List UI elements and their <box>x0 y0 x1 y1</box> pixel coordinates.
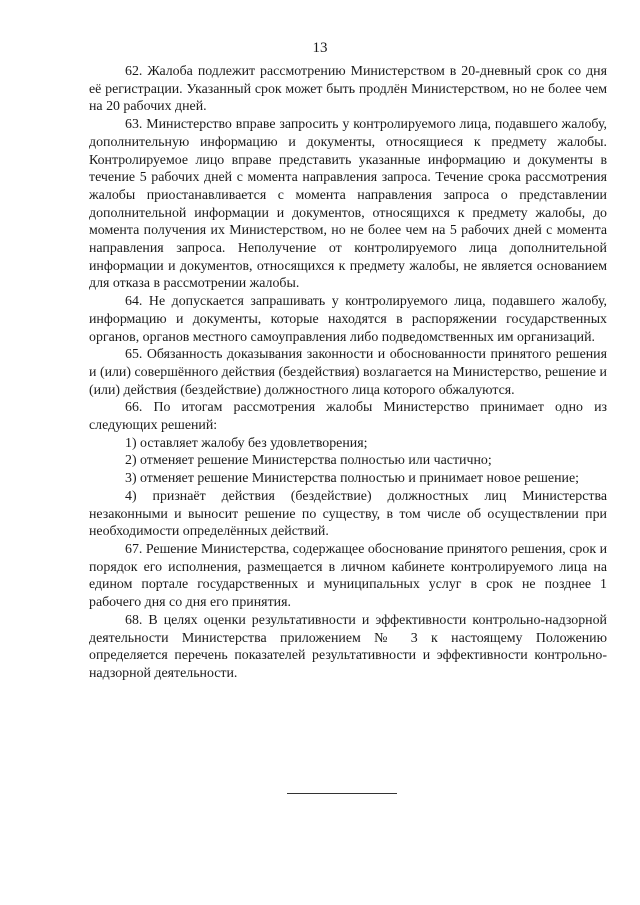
paragraph-63: 63. Министерство вправе запросить у контролируемого лица, подавшего жалобу, дополнительную информацию и документы, относящиеся к предмету жалобы. Контролируемое лицо вправе представить указанные информацию и документы в течение 5 рабочих дней с момента направления запроса. Течение срока рассмотрения жалобы приостанавливается с момента направления запроса о представлении дополнительной информации и документов, относящихся к предмету жалобы, до момента получения их Министерством, но не более чем на 5 рабочих дней с момента направления запроса. Неполучение от контролируемого лица дополнительной информации и документов, относящихся к предмету жалобы, не является основанием для отказа в рассмотрении жалобы. <box>89 117 607 292</box>
decision-item-2: 2) отменяет решение Министерства полностью или частично; <box>125 453 492 469</box>
paragraph-62: 62. Жалоба подлежит рассмотрению Министерством в 20-дневный срок со дня её регистрации. Указанный срок может быть продлён Министерством, но не более чем на 20 рабочих дней. <box>89 64 607 115</box>
page-number: 13 <box>312 40 328 56</box>
decision-item-4: 4) признаёт действия (бездействие) должностных лиц Министерства незаконными и выносит решение по существу, в том числе об осуществлении при необходимости определённых действий. <box>89 488 607 540</box>
document-body <box>89 63 607 683</box>
paragraph-65: 65. Обязанность доказывания законности и обоснованности принятого решения и (или) совершённого действия (бездействия) возлагается на Министерство, решение и (или) действия (бездействие) должностного лица которого обжалуются. <box>89 347 607 398</box>
paragraph-66: 66. По итогам рассмотрения жалобы Министерство принимает одно из следующих решений: <box>89 400 607 434</box>
end-of-text-rule <box>287 793 397 794</box>
paragraph-64: 64. Не допускается запрашивать у контролируемого лица, подавшего жалобу, информацию и документы, которые находятся в распоряжении государственных органов, органов местного самоуправления либо подведомственных им организаций. <box>89 294 607 345</box>
decision-item-3: 3) отменяет решение Министерства полностью и принимает новое решение; <box>125 471 579 487</box>
decision-item-1: 1) оставляет жалобу без удовлетворения; <box>125 435 368 451</box>
paragraph-68: 68. В целях оценки результативности и эффективности контрольно-надзорной деятельности Министерства приложением № 3 к настоящему Положению определяется перечень показателей результативности и эффективности контрольно-надзорной деятельности. <box>89 612 607 681</box>
paragraph-67: 67. Решение Министерства, содержащее обоснование принятого решения, срок и порядок его исполнения, размещается в личном кабинете контролируемого лица на едином портале государственных и муниципальных услуг в срок не позднее 1 рабочего дня со дня его принятия. <box>89 541 607 611</box>
